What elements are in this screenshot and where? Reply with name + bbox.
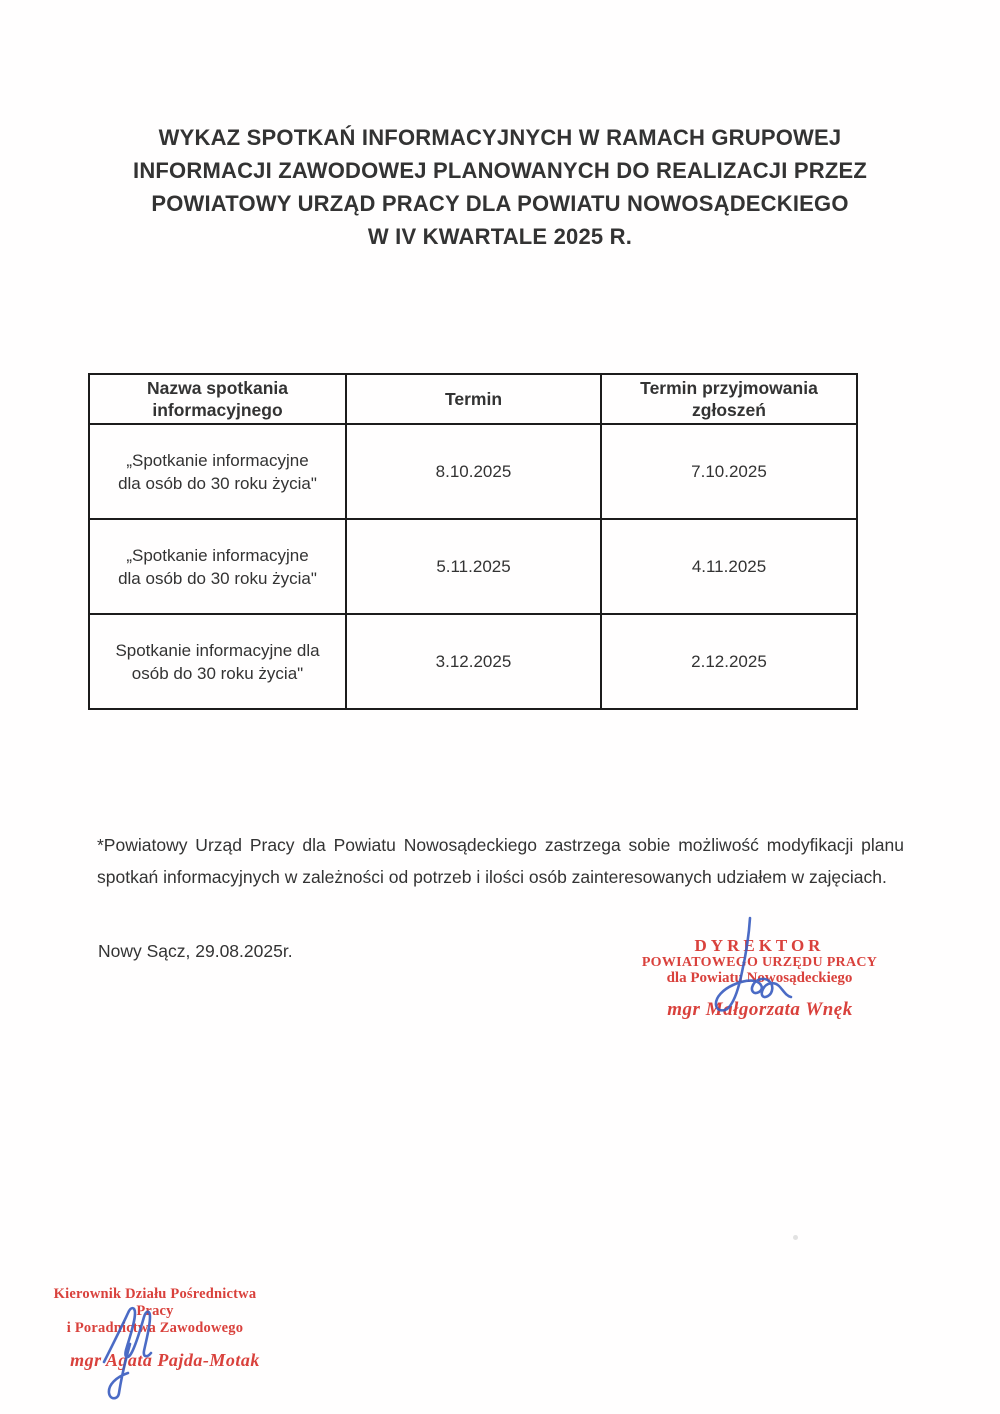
document-title bbox=[0, 121, 1000, 253]
document-title-line-4: W IV KWARTALE 2025 R. bbox=[367, 224, 633, 249]
scan-speck bbox=[793, 1235, 798, 1240]
cell-termin: 8.10.2025 bbox=[346, 424, 601, 519]
document-title-line-2: INFORMACJI ZAWODOWEJ PLANOWANYCH DO REALIZACJI PRZEZ bbox=[133, 158, 867, 183]
director-stamp-title: DYREKTOR bbox=[694, 936, 825, 955]
kierownik-handwritten-signature bbox=[96, 1300, 166, 1400]
col-header-termin: Termin bbox=[346, 374, 601, 424]
document-title-line-3: POWIATOWY URZĄD PRACY DLA POWIATU NOWOSĄDECKIEGO bbox=[151, 191, 849, 216]
cell-termin-zgloszen: 2.12.2025 bbox=[601, 614, 857, 709]
table-row bbox=[89, 519, 857, 614]
meetings-table bbox=[88, 373, 858, 710]
table-row bbox=[89, 614, 857, 709]
kierownik-signature-name: mgr Agata Pajda-Motak bbox=[70, 1350, 260, 1370]
place-date-line: Nowy Sącz, 29.08.2025r. bbox=[98, 941, 293, 961]
cell-termin-zgloszen: 4.11.2025 bbox=[601, 519, 857, 614]
director-signature-name: mgr Małgorzata Wnęk bbox=[667, 999, 853, 1020]
director-stamp-district: dla Powiatu Nowosądeckiego bbox=[666, 970, 853, 986]
col-header-meeting-name: Nazwa spotkania informacyjnego bbox=[89, 374, 346, 424]
footnote: *Powiatowy Urząd Pracy dla Powiatu Nowosądeckiego zastrzega sobie możliwość modyfikacji planu spotkań informacyjnych w zależności od potrzeb i ilości osób zainteresowanych udziałem w zajęciach. bbox=[97, 835, 904, 887]
col-header-termin-zgloszen: Termin przyjmowania zgłoszeń bbox=[601, 374, 857, 424]
cell-meeting-name: Spotkanie informacyjne dla osób do 30 roku życia" bbox=[89, 614, 346, 709]
cell-termin-zgloszen: 7.10.2025 bbox=[601, 424, 857, 519]
table-header-row bbox=[89, 374, 857, 424]
director-handwritten-signature bbox=[700, 916, 795, 1021]
cell-termin: 5.11.2025 bbox=[346, 519, 601, 614]
document-title-line-1: WYKAZ SPOTKAŃ INFORMACYJNYCH W RAMACH GRUPOWEJ bbox=[158, 125, 842, 150]
cell-meeting-name: „Spotkanie informacyjne dla osób do 30 roku życia" bbox=[89, 424, 346, 519]
director-stamp-office-part1: POWIATOWEGO URZĘDU bbox=[641, 955, 827, 970]
kierownik-stamp-line-1: Kierownik Działu Pośrednictwa Pracy bbox=[53, 1286, 257, 1319]
director-stamp-office-part2: PRACY bbox=[826, 955, 878, 970]
table-row bbox=[89, 424, 857, 519]
cell-termin: 3.12.2025 bbox=[346, 614, 601, 709]
kierownik-stamp-line-2: i Poradnictwa Zawodowego bbox=[66, 1320, 244, 1336]
cell-meeting-name: „Spotkanie informacyjne dla osób do 30 roku życia" bbox=[89, 519, 346, 614]
